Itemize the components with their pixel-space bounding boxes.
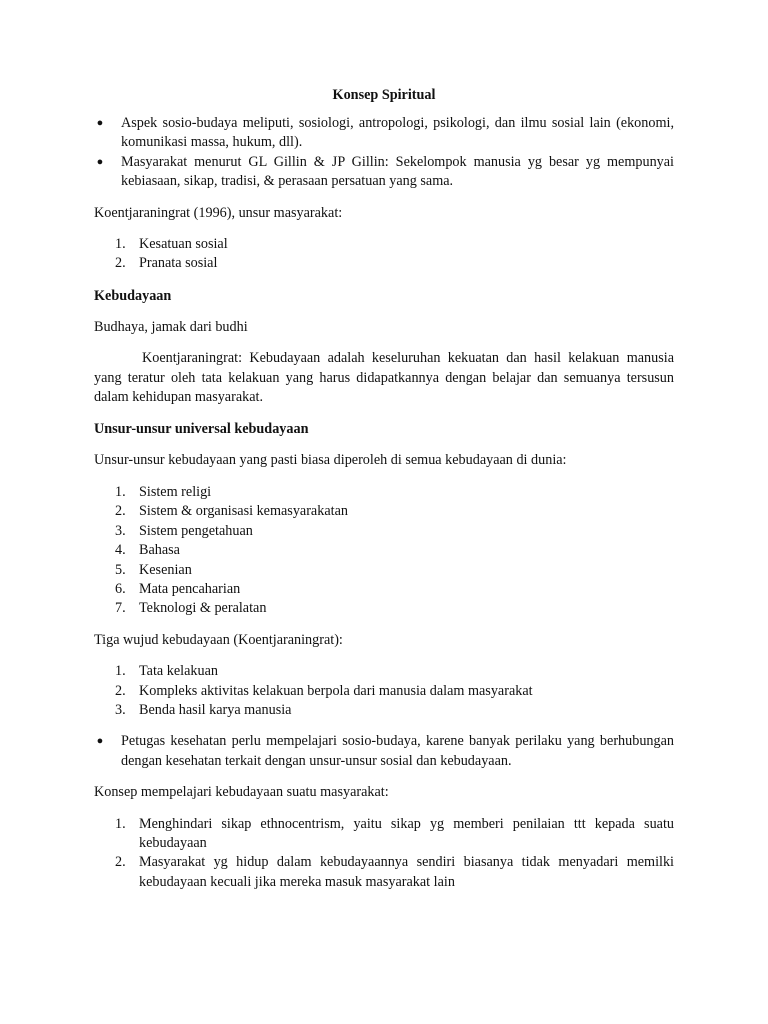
intro-bullet-list [94, 114, 674, 192]
tiga-wujud-intro: Tiga wujud kebudayaan (Koentjaraningrat): [94, 631, 343, 648]
konsep-list [94, 815, 674, 893]
list-item: 2. Pranata sosial [115, 255, 218, 272]
list-item: 1. Menghindari sikap ethnocentrism, yaitu sikap yg memberi penilaian ttt kepada suatu kebudayaan [115, 815, 674, 851]
bullet-icon: ● [96, 155, 104, 168]
petugas-bullet-list [94, 732, 674, 771]
unsur-universal-intro: Unsur-unsur kebudayaan yang pasti biasa diperoleh di semua kebudayaan di dunia: [94, 452, 567, 469]
unsur-universal-heading: Unsur-unsur universal kebudayaan [94, 421, 309, 438]
kebudayaan-definition: Koentjaraningrat: Kebudayaan adalah keseluruhan kekuatan dan hasil kelakuan manusia yang teratur oleh tata kelakuan yang harus didapatkannya dengan belajar dan semuanya tersusun dalam kehidupan masyarakat. [94, 350, 674, 406]
unsur-universal-list [94, 483, 674, 619]
document-body [94, 85, 674, 904]
konsep-intro: Konsep mempelajari kebudayaan suatu masyarakat: [94, 784, 389, 801]
bullet-icon: ● [96, 735, 104, 748]
kebudayaan-heading: Kebudayaan [94, 287, 172, 304]
list-item: 3. Sistem pengetahuan [115, 522, 253, 539]
bullet-icon: ● [96, 117, 104, 129]
list-item: ● Aspek sosio-budaya meliputi, sosiologi, antropologi, psikologi, dan ilmu sosial lain (ekonomi, komunikasi massa, hukum, dll). [94, 114, 674, 153]
tiga-wujud-list [94, 662, 674, 720]
list-item: 2. Sistem & organisasi kemasyarakatan [115, 503, 348, 520]
list-item: ● Masyarakat menurut GL Gillin & JP Gillin: Sekelompok manusia yg besar yg mempunyai kebiasaan, sikap, tradisi, & perasaan persatuan yang sama. [94, 153, 674, 192]
list-item: 6. Mata pencaharian [115, 580, 241, 597]
list-item: 5. Kesenian [115, 561, 192, 578]
list-item: ● Petugas kesehatan perlu mempelajari sosio-budaya, karene banyak perilaku yang berhubungan dengan kesehatan terkait dengan unsur-unsur sosial dan kebudayaan. [94, 732, 674, 771]
list-item: 4. Bahasa [115, 542, 180, 559]
page-title: Konsep Spiritual [332, 87, 436, 103]
kebudayaan-origin: Budhaya, jamak dari budhi [94, 318, 248, 335]
list-item: 1. Tata kelakuan [115, 663, 218, 680]
list-item: 3. Benda hasil karya manusia [115, 701, 292, 718]
list-item: 2. Masyarakat yg hidup dalam kebudayaannya sendiri biasanya tidak menyadari memilki kebudayaan kecuali jika mereka masuk masyarakat lain [115, 854, 674, 890]
unsur-masyarakat-intro: Koentjaraningrat (1996), unsur masyarakat: [94, 204, 343, 221]
list-item: 2. Kompleks aktivitas kelakuan berpola dari manusia dalam masyarakat [115, 682, 533, 699]
list-item: 7. Teknologi & peralatan [115, 600, 267, 617]
list-item: 1. Kesatuan sosial [115, 236, 228, 253]
unsur-masyarakat-list [94, 235, 674, 274]
list-item: 1. Sistem religi [115, 483, 212, 500]
